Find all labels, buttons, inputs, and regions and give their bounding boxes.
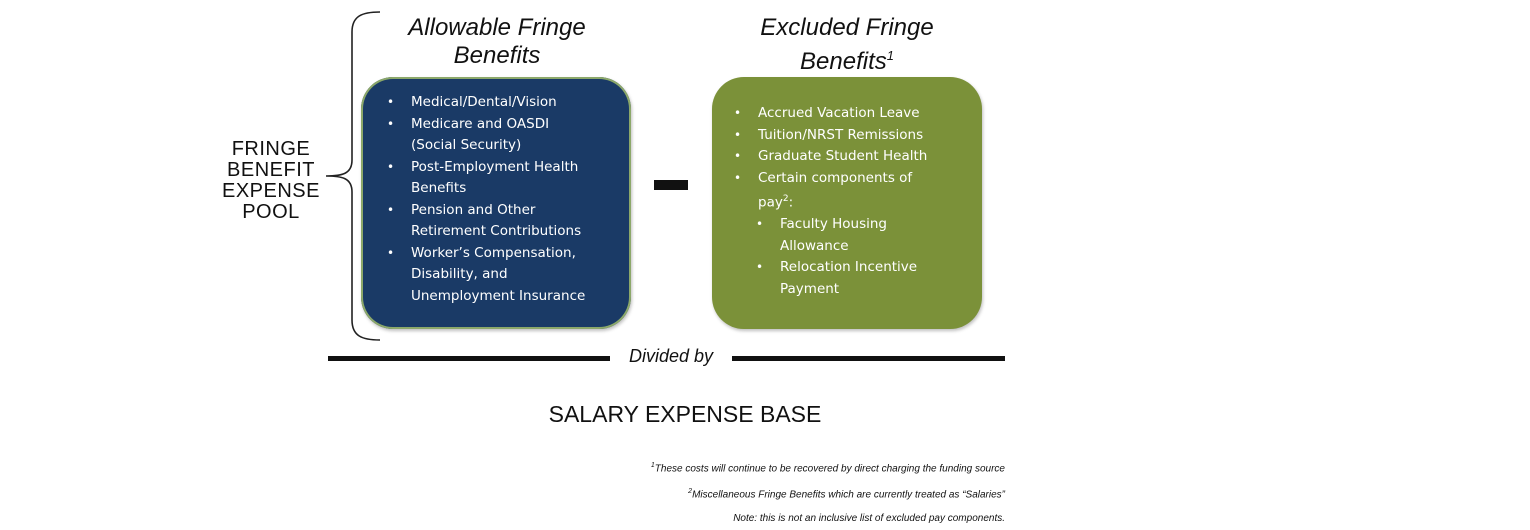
excluded-benefits-title <box>730 14 964 76</box>
pay-components-sublist <box>734 214 968 300</box>
salary-expense-base-label: SALARY EXPENSE BASE <box>548 401 822 427</box>
list-item-line: • Medicare and OASDI <box>411 115 550 132</box>
list-item-line: • Medical/Dental/Vision <box>411 94 557 110</box>
fraction-line-left <box>328 356 610 361</box>
footnote-marker: 1 <box>650 462 655 469</box>
minus-operator <box>654 180 688 190</box>
allowable-title-line: Benefits <box>453 42 541 69</box>
footnote-note: Note: this is not an inclusive list of excluded pay components. <box>733 512 1005 524</box>
pool-label-line: POOL <box>242 201 300 223</box>
list-item <box>387 243 615 308</box>
list-item-line: Retirement Contributions <box>411 223 582 239</box>
allowable-benefits-box <box>361 77 631 329</box>
list-item <box>387 157 615 200</box>
pool-label-line: FRINGE <box>231 138 311 160</box>
pay-item-line: • Certain components of <box>758 169 913 186</box>
pool-label-line: BENEFIT <box>227 159 315 181</box>
allowable-benefits-list <box>387 92 615 307</box>
sub-list-item-line: Allowance <box>780 237 849 254</box>
fraction-line-right <box>732 356 1005 361</box>
list-item-line: • Post-Employment Health <box>411 158 579 175</box>
footnotes <box>480 454 1005 530</box>
pay-item-line: pay$^2$: <box>758 194 794 211</box>
footnote-marker: 2 <box>688 488 693 496</box>
list-item-pay-components <box>734 168 968 215</box>
excluded-title-line: Excluded Fringe <box>760 14 934 41</box>
excluded-benefits-list <box>734 103 968 214</box>
footnote-2: $^2$Miscellaneous Fringe Benefits which are currently treated as “Salaries” <box>688 488 1005 501</box>
list-item-line: • Pension and Other <box>411 201 536 218</box>
allowable-benefits-title <box>376 14 618 70</box>
list-item <box>387 114 615 157</box>
list-item: • Accrued Vacation Leave <box>734 103 968 125</box>
list-item-line: Benefits <box>411 180 467 196</box>
sub-list-item-line: Payment <box>780 280 840 297</box>
footnote-1: $^1$These costs will continue to be recovered by direct charging the funding source <box>650 462 1005 475</box>
list-item: • Tuition/NRST Remissions <box>734 125 968 147</box>
fringe-benefit-expense-pool-label <box>210 139 332 223</box>
footnote-marker: 1 <box>886 48 894 63</box>
footnote-marker: 2 <box>782 194 789 204</box>
list-item <box>387 200 615 243</box>
sub-list-item-line: • Faculty Housing <box>780 216 887 232</box>
list-item: • Graduate Student Health <box>734 146 968 168</box>
excluded-benefits-box <box>712 77 982 329</box>
sub-list-item <box>756 214 968 257</box>
list-item-line: (Social Security) <box>411 137 522 153</box>
allowable-title-line: Allowable Fringe <box>408 14 586 41</box>
list-item-line: Disability, and <box>411 266 508 282</box>
list-item <box>387 92 615 114</box>
divided-by-label: Divided by <box>628 346 714 366</box>
list-item-line: • Worker’s Compensation, <box>411 244 576 261</box>
list-item-line: Unemployment Insurance <box>411 287 586 304</box>
sub-list-item-line: • Relocation Incentive <box>780 259 918 275</box>
sub-list-item <box>756 257 968 300</box>
pool-label-line: EXPENSE <box>222 180 320 202</box>
excluded-title-line: Benefits$^1$ <box>800 48 894 75</box>
